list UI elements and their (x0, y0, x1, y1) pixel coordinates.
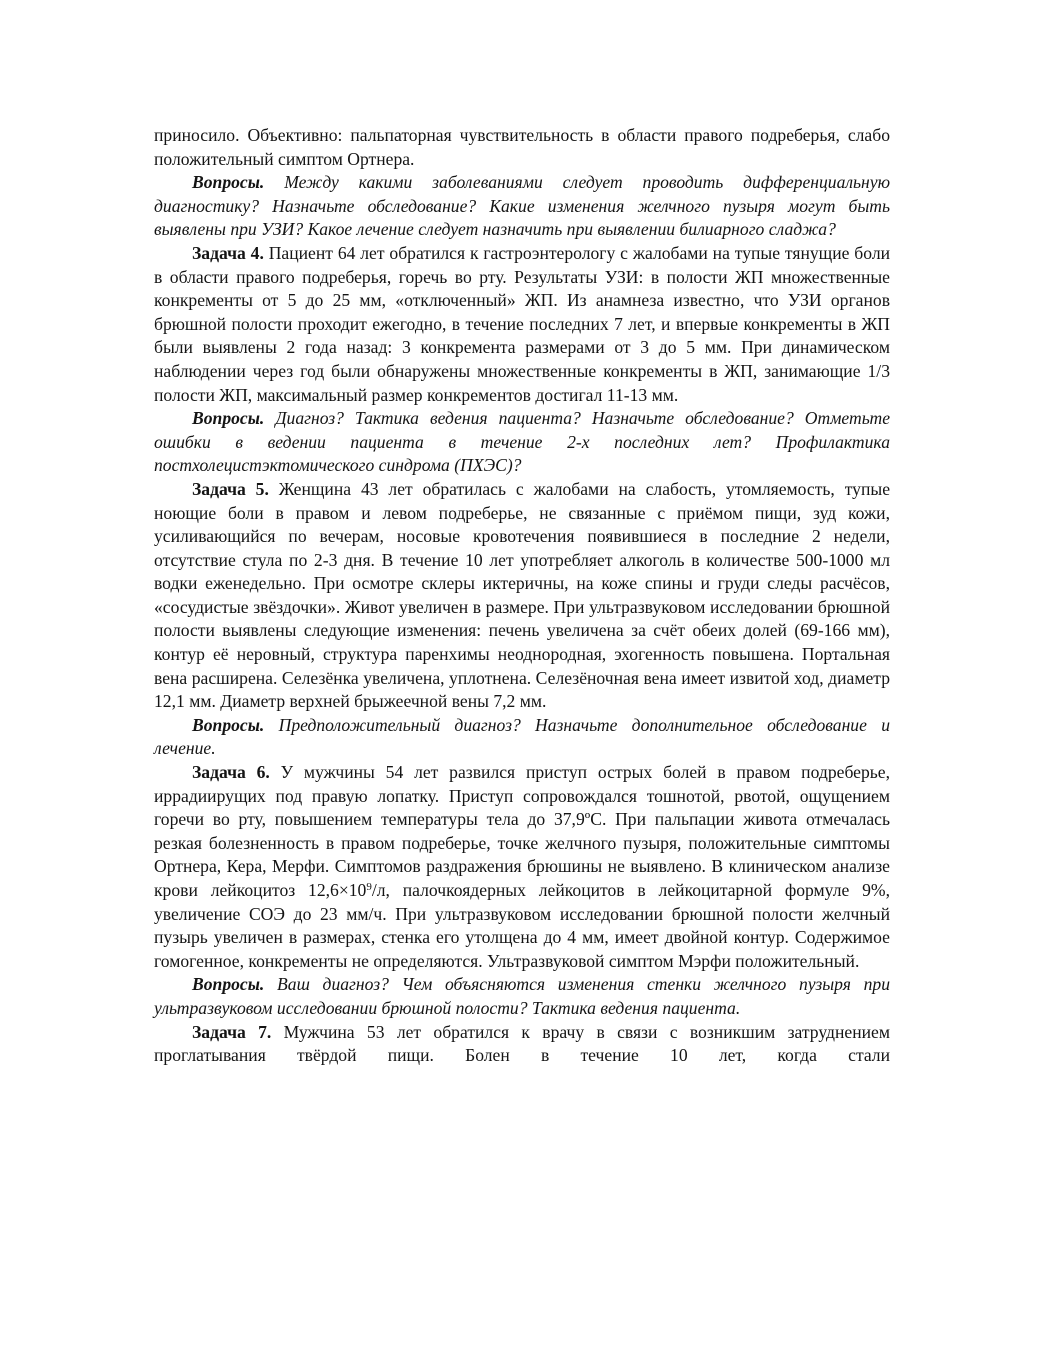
document-text (154, 124, 890, 1068)
task-text: Женщина 43 лет обратилась с жалобами на слабость, утомляемость, тупые ноющие боли в правом и левом подреберье, не связанные с приёмом пищи, зуд кожи, усиливающийся по вечерам, носовые кровотечения появившиеся в последние 2 недели, отсутствие стула по 2-3 дня. В течение 10 лет употребляет алкоголь в количестве 500-1000 мл водки еженедельно. При осмотре склеры иктеричны, на коже спины и груди следы расчёсов, «сосудистые звёздочки». Живот увеличен в размере. При ультразвуковом исследовании брюшной полости выявлены следующие изменения: печень увеличена за счёт обеих долей (69-166 мм), контур её неровный, структура паренхимы неоднородная, эхогенность повышена. Портальная вена расширена. Селезёнка увеличена, уплотнена. Селезёночная вена имеет извитой ход, диаметр 12,1 мм. Диаметр верхней брыжеечной вены 7,2 мм. (154, 478, 890, 712)
questions-label: Вопросы. (192, 974, 265, 995)
task-4 (154, 242, 890, 407)
paragraph-task3-end (154, 124, 890, 171)
task-text-part-a: У мужчины 54 лет развился приступ острых болей в правом подреберье, иррадиирущих под правую лопатку. Приступ сопровождался тошнотой, рвотой, ощущением горечи во рту, повышением температуры тела до 37,9ºС. При пальпации живота отмечалась резкая болезненность в правом подреберье, точке желчного пузыря, положительные симптомы Ортнера, Кера, Мерфи. Симптомов раздражения брюшины не выявлено. В клиническом анализе крови лейкоцитоз 12,6×10 (154, 762, 891, 900)
task-7 (154, 1021, 890, 1068)
task-text: Мужчина 53 лет обратился к врачу в связи с возникшим затруднением проглатывания твёрдой пищи. Болен в течение 10 лет, когда стали (154, 1021, 891, 1066)
questions-text: Диагноз? Тактика ведения пациента? Назначьте обследование? Отметьте ошибки в ведении пациента в течение 2-х последних лет? Профилактика постхолецистэктомического синдрома (ПХЭС)? (154, 408, 890, 476)
questions-label: Вопросы. (192, 172, 265, 193)
task-5 (154, 478, 890, 714)
paragraph-text: приносило. Объективно: пальпаторная чувствительность в области правого подреберья, слабо положительный симптом Ортнера. (154, 125, 890, 169)
questions-task5 (154, 714, 890, 761)
questions-text: Между какими заболеваниями следует проводить дифференциальную диагностику? Назначьте обследование? Какие изменения желчного пузыря могут быть выявлены при УЗИ? Какое лечение следует назначить при выявлении билиарного сладжа? (154, 172, 890, 240)
questions-task4 (154, 407, 890, 478)
questions-task3 (154, 171, 890, 242)
task-label: Задача 5. (192, 478, 269, 499)
task-label: Задача 4. (192, 242, 264, 263)
questions-label: Вопросы. (192, 714, 265, 735)
task-6 (154, 761, 890, 973)
questions-label: Вопросы. (192, 408, 265, 429)
task-text: Пациент 64 лет обратился к гастроэнтерологу с жалобами на тупые тянущие боли в области правого подреберья, горечь во рту. Результаты УЗИ: в полости ЖП множественные конкременты от 5 до 25 мм, «отключенный» ЖП. Из анамнеза известно, что УЗИ органов брюшной полости проходит ежегодно, в течение последних 7 лет, и впервые конкременты в ЖП были выявлены 2 года назад: 3 конкремента размерами от 3 до 5 мм. При динамическом наблюдении через год были обнаружены множественные конкременты в ЖП, занимающие 1/3 полости ЖП, максимальный размер конкрементов достигал 11-13 мм. (154, 242, 891, 405)
exponent: 9 (366, 881, 372, 893)
questions-task6 (154, 973, 890, 1020)
questions-text: Предположительный диагноз? Назначьте дополнительное обследование и лечение. (154, 714, 890, 759)
questions-text: Ваш диагноз? Чем объясняются изменения стенки желчного пузыря при ультразвуковом исследовании брюшной полости? Тактика ведения пациента. (154, 974, 890, 1018)
task-text-part-b: /л, палочкоядерных лейкоцитов в лейкоцитарной формуле 9%, увеличение СОЭ до 23 мм/ч. При ультразвуковом исследовании брюшной полости желчный пузырь увеличен в размерах, стенка его утолщена до 4 мм, имеет двойной контур. Содержимое гомогенное, конкременты не определяются. Ультразвуковой симптом Мэрфи положительный. (154, 880, 890, 971)
task-label: Задача 6. (192, 762, 270, 783)
task-label: Задача 7. (192, 1021, 272, 1042)
